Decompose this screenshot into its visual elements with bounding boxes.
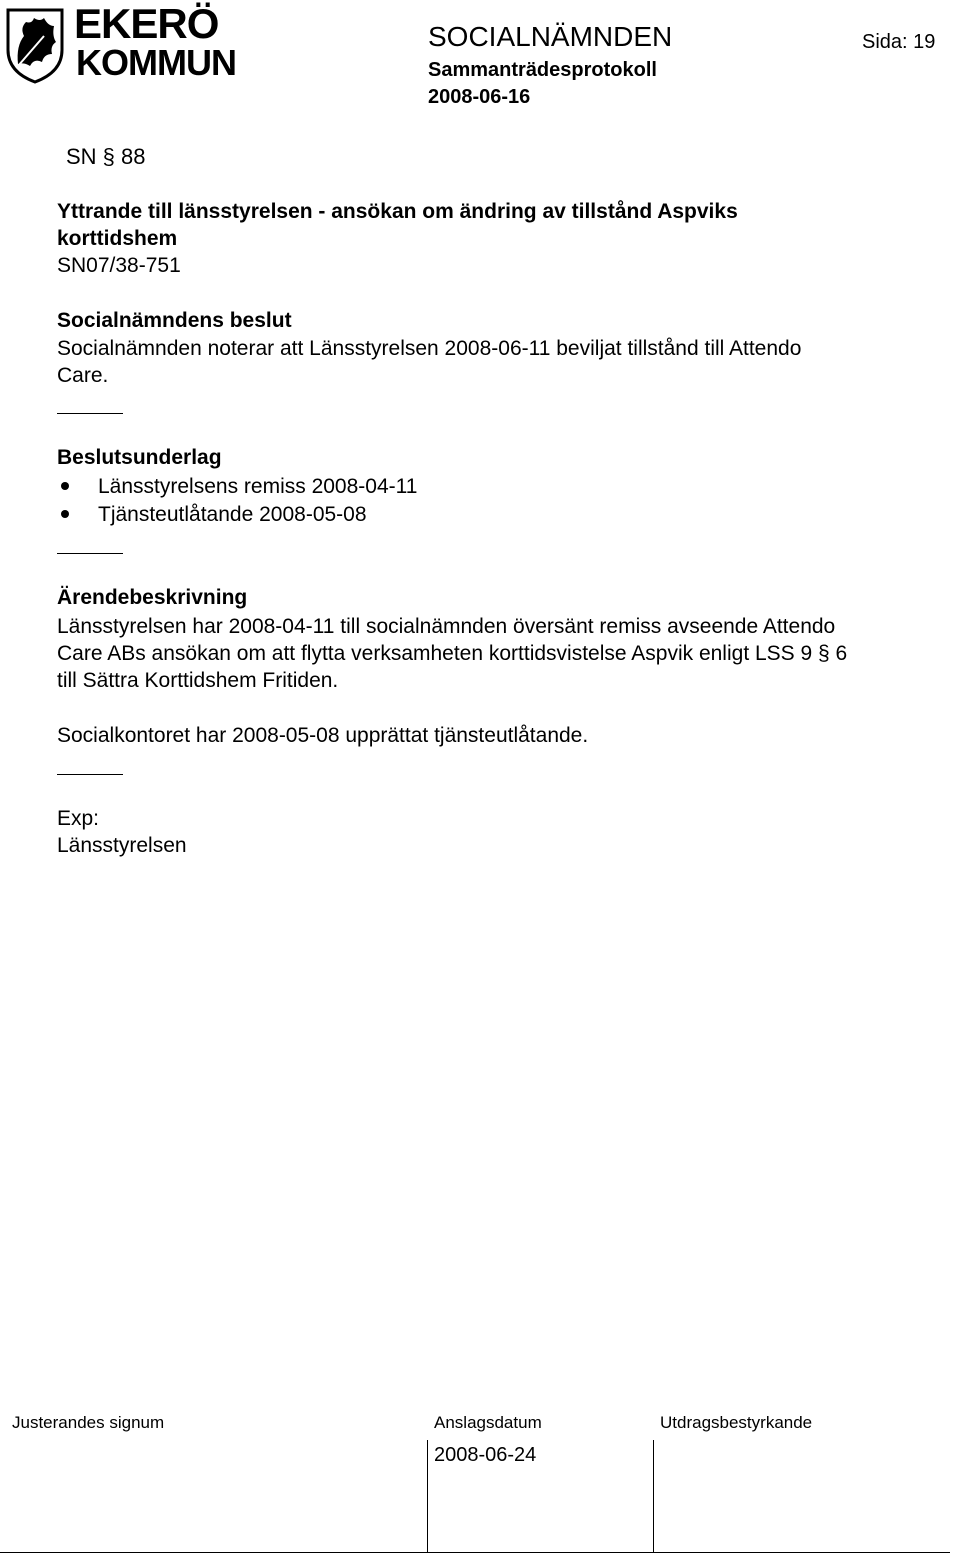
footer-baseline — [0, 1552, 950, 1553]
extract-verification-label: Utdragsbestyrkande — [660, 1413, 813, 1432]
section-title-line1: Yttrande till länsstyrelsen - ansökan om ändring av tillstånd Aspviks — [57, 200, 738, 223]
bullet-icon — [61, 510, 69, 518]
protocol-title: Sammanträdesprotokoll — [428, 59, 657, 81]
decision-line1: Socialnämnden noterar att Länsstyrelsen 2008-06-11 beviljat tillstånd till Attendo — [57, 337, 802, 360]
oak-leaf-icon — [4, 6, 66, 84]
separator — [57, 553, 123, 554]
section-number: SN § 88 — [66, 144, 146, 169]
basis-item: Tjänsteutlåtande 2008-05-08 — [98, 503, 367, 526]
section-title-line2: korttidshem — [57, 227, 178, 250]
page-number: Sida: 19 — [862, 31, 936, 53]
separator — [57, 413, 123, 414]
separator — [57, 774, 123, 775]
basis-heading: Beslutsunderlag — [57, 446, 222, 469]
description-paragraph2: Socialkontoret har 2008-05-08 upprättat tjänsteutlåtande. — [57, 724, 589, 747]
dispatch-label: Exp: — [57, 807, 100, 830]
decision-line2: Care. — [57, 364, 109, 387]
meeting-date: 2008-06-16 — [428, 86, 531, 108]
description-line1: Länsstyrelsen har 2008-04-11 till socialnämnden översänt remiss avseende Attendo — [57, 615, 836, 638]
basis-item: Länsstyrelsens remiss 2008-04-11 — [98, 475, 418, 498]
decision-heading: Socialnämndens beslut — [57, 309, 292, 332]
description-line3: till Sättra Korttidshem Fritiden. — [57, 669, 339, 692]
footer-divider — [427, 1440, 428, 1552]
footer-divider — [653, 1440, 654, 1552]
dispatch-recipient: Länsstyrelsen — [57, 834, 187, 857]
bullet-icon — [61, 482, 69, 490]
posting-date: 2008-06-24 — [434, 1444, 537, 1466]
posting-date-label: Anslagsdatum — [434, 1413, 542, 1432]
signatures-label: Justerandes signum — [12, 1413, 165, 1432]
case-id: SN07/38-751 — [57, 254, 181, 277]
organization-name: SOCIALNÄMNDEN — [428, 21, 673, 52]
description-line2: Care ABs ansökan om att flytta verksamheten korttidsvistelse Aspvik enligt LSS 9 § 6 — [57, 642, 848, 665]
logo-wordmark-bottom: KOMMUN — [76, 42, 236, 83]
description-heading: Ärendebeskrivning — [57, 586, 248, 609]
logo-wordmark-top: EKERÖ — [74, 0, 219, 47]
